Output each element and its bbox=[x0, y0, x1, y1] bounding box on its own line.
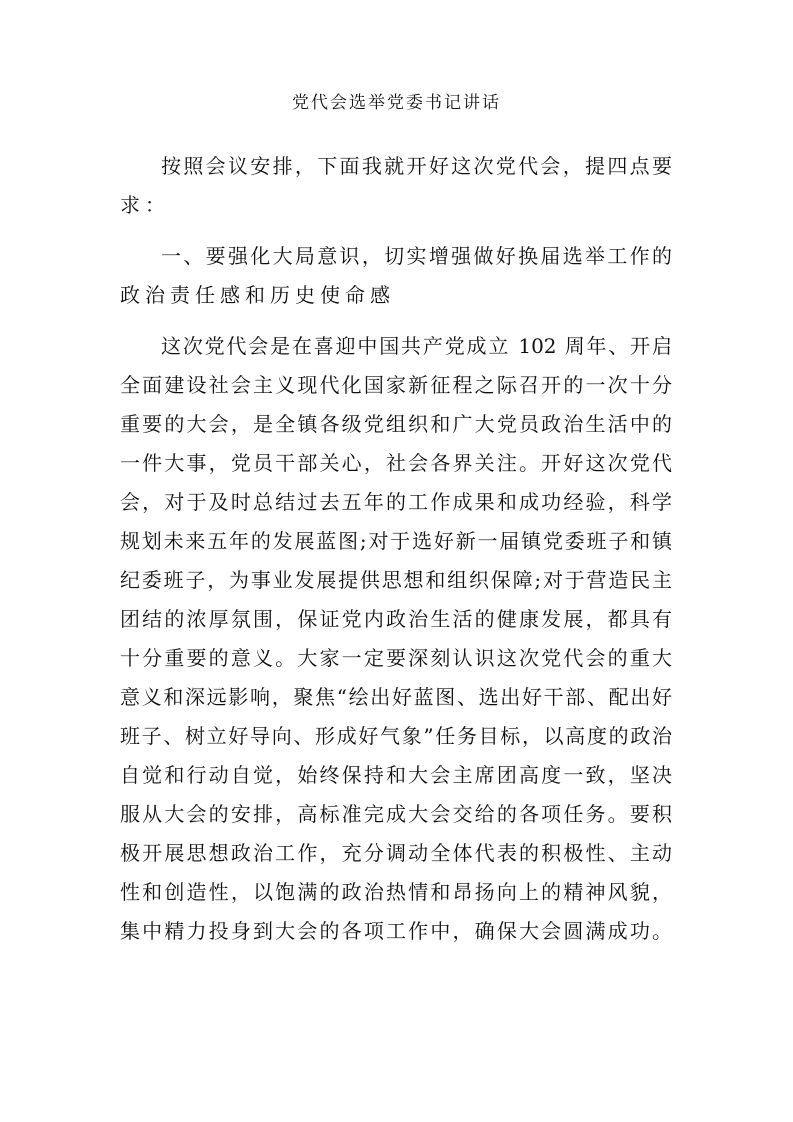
paragraph-line: 十分重要的意义。大家一定要深刻认识这次党代会的重大 bbox=[120, 646, 672, 670]
paragraph-line: 自觉和行动自觉，始终保持和大会主席团高度一致，坚决 bbox=[120, 763, 672, 787]
paragraph-line: 一件大事，党员干部关心，社会各界关注。开好这次党代 bbox=[120, 451, 672, 475]
document-body bbox=[120, 147, 672, 963]
paragraph-line: 意义和深远影响，聚焦“绘出好蓝图、选出好干部、配出好 bbox=[120, 685, 672, 709]
paragraph-line: 按照会议安排，下面我就开好这次党代会，提四点要 bbox=[161, 154, 672, 178]
paragraph-line: 团结的浓厚氛围，保证党内政治生活的健康发展，都具有 bbox=[120, 607, 672, 631]
paragraph-line: 政治责任感和历史使命感 bbox=[120, 283, 395, 307]
paragraph-line: 极开展思想政治工作，充分调动全体代表的积极性、主动 bbox=[120, 841, 672, 865]
paragraph-line: 会，对于及时总结过去五年的工作成果和成功经验，科学 bbox=[120, 490, 672, 514]
paragraph-line: 性和创造性，以饱满的政治热情和昂扬向上的精神风貌， bbox=[120, 880, 672, 904]
paragraph-line: 求： bbox=[120, 193, 170, 217]
paragraph bbox=[120, 147, 672, 225]
paragraph-line: 重要的大会，是全镇各级党组织和广大党员政治生活中的 bbox=[120, 412, 672, 436]
paragraph-line: 集中精力投身到大会的各项工作中，确保大会圆满成功。 bbox=[120, 919, 672, 943]
document-title: 党代会选举党委书记讲话 bbox=[292, 93, 501, 113]
paragraph-line: 一、要强化大局意识，切实增强做好换届选举工作的 bbox=[161, 244, 672, 268]
paragraph-line: 全面建设社会主义现代化国家新征程之际召开的一次十分 bbox=[120, 373, 672, 397]
paragraph-line: 纪委班子，为事业发展提供思想和组织保障;对于营造民主 bbox=[120, 568, 672, 592]
paragraph bbox=[120, 237, 672, 315]
paragraph-line: 服从大会的安排，高标准完成大会交给的各项任务。要积 bbox=[120, 802, 672, 826]
paragraph bbox=[120, 327, 672, 951]
paragraph-line: 这次党代会是在喜迎中国共产党成立 102 周年、开启 bbox=[161, 334, 672, 358]
paragraph-line: 规划未来五年的发展蓝图;对于选好新一届镇党委班子和镇 bbox=[120, 529, 672, 553]
paragraph-line: 班子、树立好导向、形成好气象”任务目标，以高度的政治 bbox=[120, 724, 672, 748]
